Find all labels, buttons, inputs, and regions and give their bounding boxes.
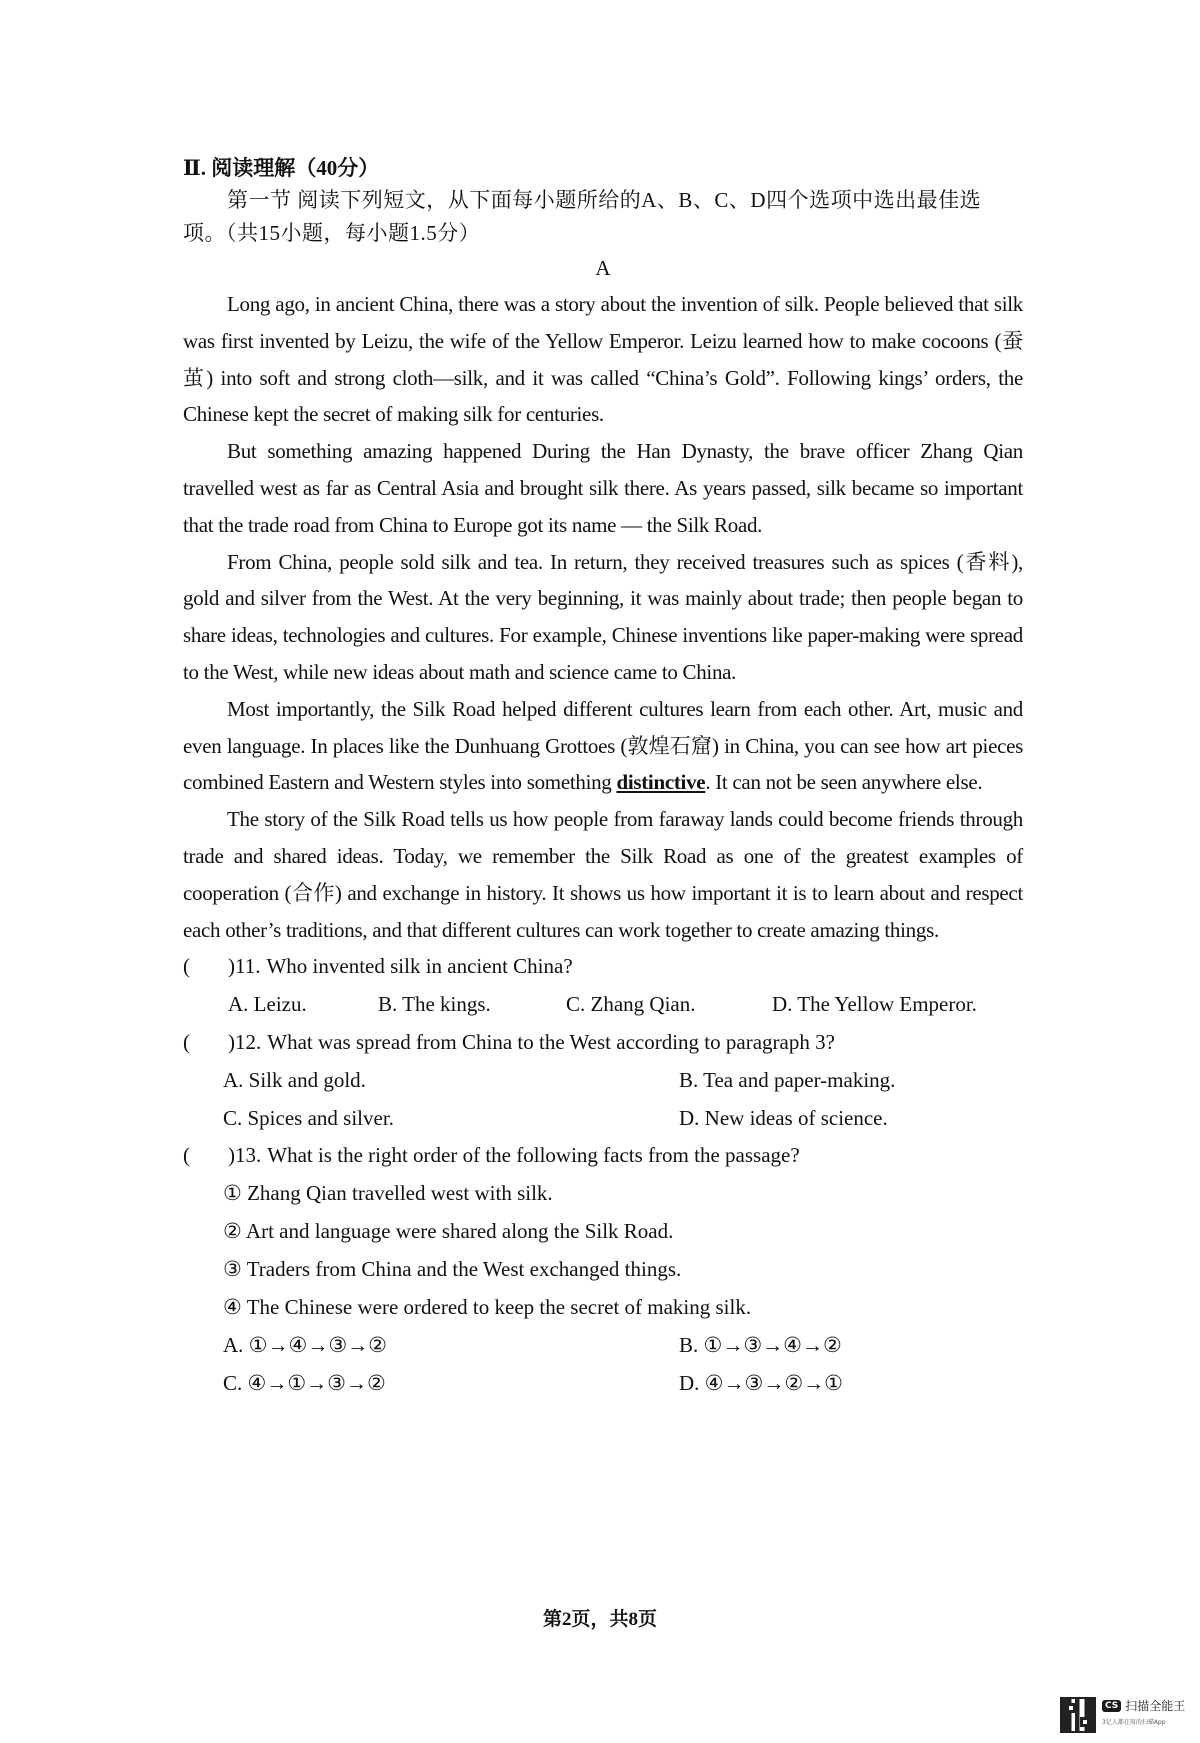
paragraph-4 bbox=[183, 691, 1023, 801]
page-footer: 第2页，共8页 bbox=[542, 1609, 657, 1630]
option-b[interactable]: B. The kings. bbox=[378, 992, 491, 1017]
option-b[interactable]: B. ①→③→④→② bbox=[679, 1333, 842, 1358]
vocab-word-distinctive: distinctive bbox=[616, 770, 706, 795]
question-12-options bbox=[183, 1061, 1023, 1137]
question-text: Who invented silk in ancient China? bbox=[266, 954, 573, 979]
option-d[interactable]: D. New ideas of science. bbox=[679, 1106, 888, 1131]
option-a[interactable]: A. ①→④→③→② bbox=[223, 1333, 387, 1358]
option-a[interactable]: A. Silk and gold. bbox=[223, 1068, 366, 1093]
answer-blank-12-close: ) bbox=[228, 1030, 235, 1055]
watermark-brand-name: 扫描全能王 bbox=[1125, 1699, 1186, 1713]
paragraph-3: From China, people sold silk and tea. In return, they received treasures such as spices (香料), gold and silver from the West. At the very beginning, it was mainly about trade; then people began to share ideas, technologies and cultures. For example, Chinese inventions like paper-making were spread to the West, while new ideas about math and science came to China. bbox=[183, 549, 1023, 684]
paragraph-2: But something amazing happened During the Han Dynasty, the brave officer Zhang Qian travelled west as far as Central Asia and brought silk there. As years passed, silk became so important that the trade road from China to Europe got its name — the Silk Road. bbox=[183, 439, 1023, 537]
paragraph-4-text-after: . It can not be seen anywhere else. bbox=[705, 770, 983, 795]
option-c[interactable]: C. Spices and silver. bbox=[223, 1106, 394, 1131]
question-13 bbox=[183, 1137, 1023, 1174]
answer-blank-12[interactable]: ( bbox=[183, 1030, 190, 1055]
camscanner-logo-icon: CS bbox=[1102, 1700, 1121, 1712]
option-c[interactable]: C. Zhang Qian. bbox=[566, 992, 696, 1017]
qr-code-icon bbox=[1060, 1697, 1096, 1733]
paragraph-1: Long ago, in ancient China, there was a story about the invention of silk. People believed that silk was first invented by Leizu, the wife of the Yellow Emperor. Leizu learned how to make cocoons (蚕茧) into soft and strong cloth—silk, and it was called “China’s Gold”. Following kings’ orders, the Chinese kept the secret of making silk for centuries. bbox=[183, 292, 1023, 427]
watermark-brand bbox=[1102, 1697, 1185, 1714]
question-text: What is the right order of the following facts from the passage? bbox=[267, 1143, 800, 1168]
section-title: Ⅱ. 阅读理解（40分） bbox=[183, 156, 380, 180]
passage-label: A bbox=[595, 256, 611, 280]
option-d[interactable]: D. The Yellow Emperor. bbox=[772, 992, 977, 1017]
paragraph-4-text-before: Most importantly, the Silk Road helped different cultures learn from each other. Art, music and even language. In places like the Dunhuang Grottoes (敦煌石窟) in China, you can see how art pieces combined Eastern and Western styles into something bbox=[183, 696, 1023, 795]
question-text: What was spread from China to the West according to paragraph 3? bbox=[267, 1030, 835, 1055]
question-12 bbox=[183, 1024, 1023, 1061]
question-11 bbox=[183, 948, 1023, 985]
option-c[interactable]: C. ④→①→③→② bbox=[223, 1371, 386, 1396]
event-item: ② Art and language were shared along the Silk Road. bbox=[223, 1219, 674, 1244]
event-item: ③ Traders from China and the West exchanged things. bbox=[223, 1257, 682, 1282]
question-13-options bbox=[183, 1326, 1023, 1402]
scanner-watermark bbox=[1060, 1697, 1185, 1733]
event-item: ④ The Chinese were ordered to keep the secret of making silk. bbox=[223, 1295, 752, 1320]
watermark-tagline: 3亿人都在用的扫描App bbox=[1102, 1719, 1166, 1726]
answer-blank-13[interactable]: ( bbox=[183, 1143, 190, 1168]
question-13-events bbox=[183, 1174, 1023, 1326]
question-number: 13. bbox=[235, 1143, 262, 1168]
option-d[interactable]: D. ④→③→②→① bbox=[679, 1371, 843, 1396]
answer-blank-11-close: ) bbox=[228, 954, 235, 979]
option-b[interactable]: B. Tea and paper-making. bbox=[679, 1068, 896, 1093]
question-11-options bbox=[183, 985, 1023, 1024]
paragraph-5: The story of the Silk Road tells us how people from faraway lands could become friends through trade and shared ideas. Today, we remember the Silk Road as one of the greatest examples of cooperation (合作) and exchange in history. It shows us how important it is to learn about and respect each other’s traditions, and that different cultures can work together to create amazing things. bbox=[183, 807, 1023, 942]
option-a[interactable]: A. Leizu. bbox=[228, 992, 307, 1017]
answer-blank-13-close: ) bbox=[228, 1143, 235, 1168]
question-number: 12. bbox=[235, 1030, 262, 1055]
watermark-text bbox=[1102, 1697, 1185, 1726]
answer-blank-11[interactable]: ( bbox=[183, 954, 190, 979]
exam-page bbox=[183, 152, 1023, 1402]
section-instruction: 第一节 阅读下列短文，从下面每小题所给的A、B、C、D四个选项中选出最佳选项。（共15小题，每小题1.5分） bbox=[183, 188, 982, 245]
question-number: 11. bbox=[235, 954, 261, 979]
event-item: ① Zhang Qian travelled west with silk. bbox=[223, 1181, 553, 1206]
